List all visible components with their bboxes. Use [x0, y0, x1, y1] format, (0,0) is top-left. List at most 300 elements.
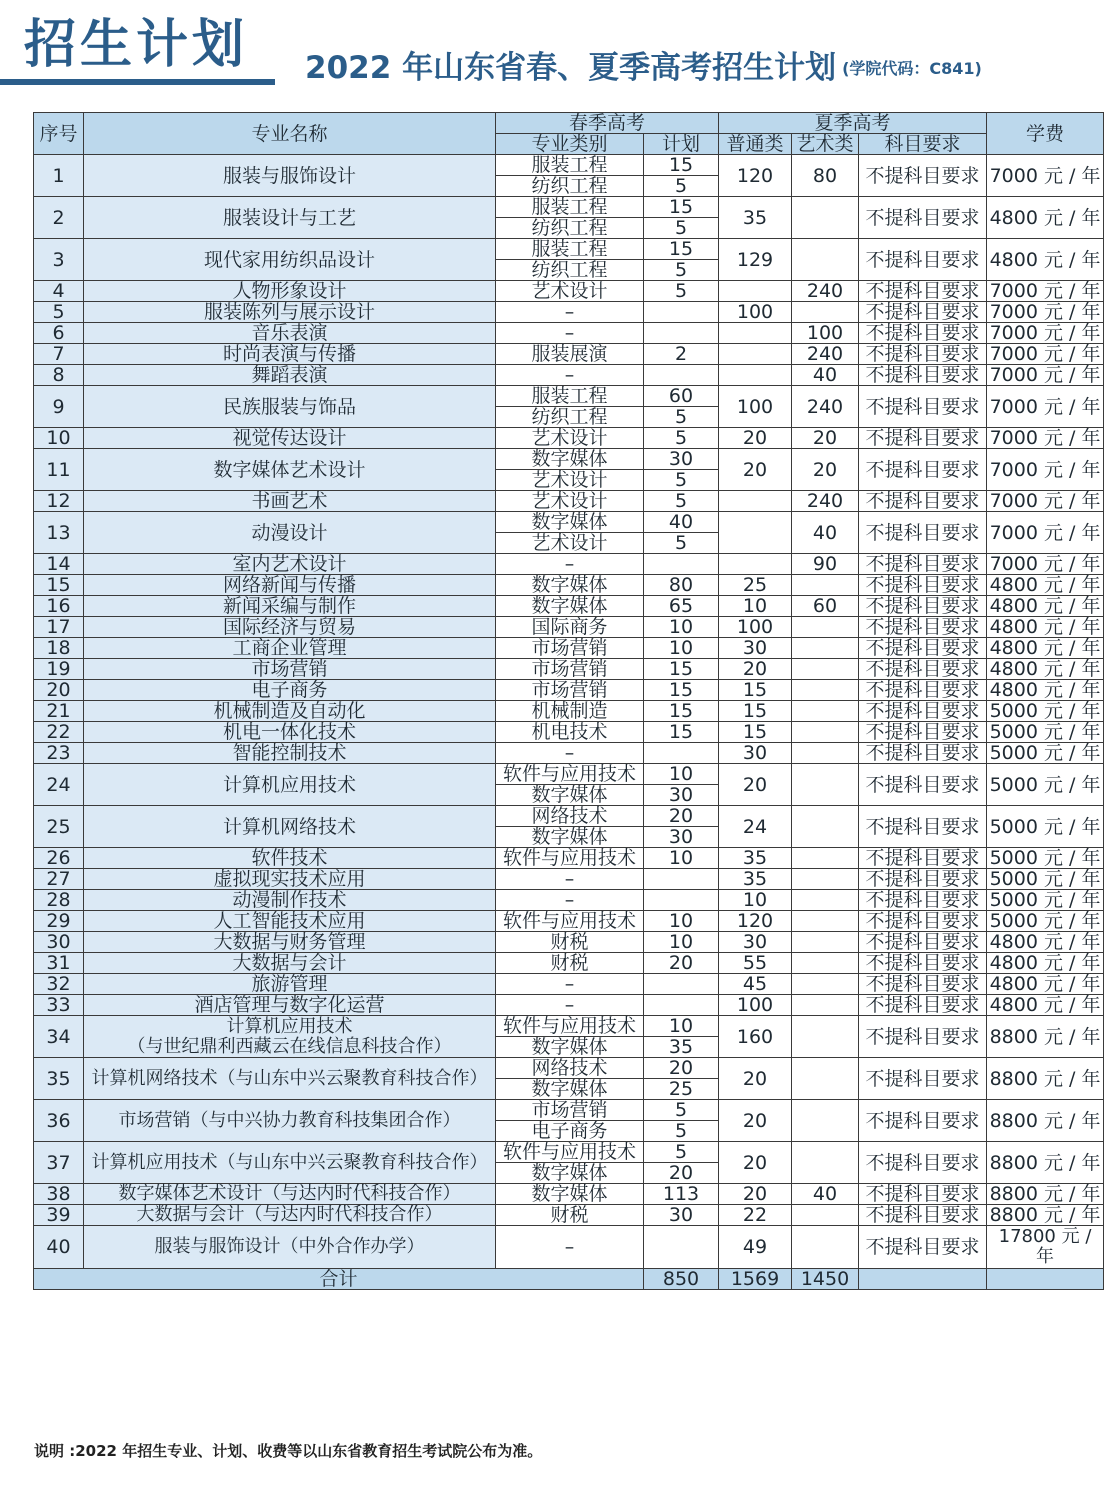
row-art [792, 743, 859, 764]
row-subject: 不提科目要求 [859, 281, 987, 302]
header-summer: 夏季高考 [719, 113, 987, 134]
row-seq: 31 [34, 953, 84, 974]
table-row [34, 869, 1104, 890]
row-spring-plan: 10 [644, 617, 719, 638]
table-row [34, 239, 1104, 260]
row-fee: 4800 元 / 年 [987, 638, 1104, 659]
row-spring-category: 软件与应用技术 [496, 1142, 644, 1163]
row-fee: 17800 元 / 年 [987, 1226, 1104, 1269]
row-spring-category: 机械制造 [496, 701, 644, 722]
table-row [34, 659, 1104, 680]
row-fee: 4800 元 / 年 [987, 659, 1104, 680]
row-fee: 5000 元 / 年 [987, 890, 1104, 911]
row-fee: 4800 元 / 年 [987, 953, 1104, 974]
row-spring-plan: 5 [644, 470, 719, 491]
row-spring-category: 软件与应用技术 [496, 764, 644, 785]
table-row [34, 512, 1104, 533]
row-spring-plan: 25 [644, 1079, 719, 1100]
row-fee: 7000 元 / 年 [987, 428, 1104, 449]
row-seq: 23 [34, 743, 84, 764]
row-fee: 7000 元 / 年 [987, 155, 1104, 197]
row-spring-plan: 15 [644, 197, 719, 218]
row-spring-plan: 10 [644, 932, 719, 953]
row-fee: 7000 元 / 年 [987, 554, 1104, 575]
row-spring-category: 纺织工程 [496, 260, 644, 281]
row-spring-plan [644, 890, 719, 911]
row-general: 10 [719, 596, 792, 617]
row-spring-category: 数字媒体 [496, 512, 644, 533]
row-seq: 24 [34, 764, 84, 806]
table-row [34, 302, 1104, 323]
row-fee: 4800 元 / 年 [987, 239, 1104, 281]
row-spring-category: 服装展演 [496, 344, 644, 365]
header-row-1 [34, 113, 1104, 134]
row-art [792, 869, 859, 890]
row-seq: 25 [34, 806, 84, 848]
row-spring-category: 数字媒体 [496, 596, 644, 617]
row-spring-category: 软件与应用技术 [496, 1016, 644, 1037]
row-seq: 1 [34, 155, 84, 197]
row-spring-plan: 15 [644, 155, 719, 176]
row-fee: 4800 元 / 年 [987, 932, 1104, 953]
row-seq: 5 [34, 302, 84, 323]
row-name: 网络新闻与传播 [84, 575, 496, 596]
row-seq: 39 [34, 1205, 84, 1226]
row-subject: 不提科目要求 [859, 449, 987, 491]
row-spring-category: – [496, 1226, 644, 1269]
row-seq: 26 [34, 848, 84, 869]
row-seq: 2 [34, 197, 84, 239]
row-name: 服装陈列与展示设计 [84, 302, 496, 323]
row-name: 大数据与会计 [84, 953, 496, 974]
row-art [792, 638, 859, 659]
row-spring-plan [644, 323, 719, 344]
row-name: 人工智能技术应用 [84, 911, 496, 932]
row-general: 20 [719, 764, 792, 806]
row-subject: 不提科目要求 [859, 512, 987, 554]
row-spring-category: 国际商务 [496, 617, 644, 638]
table-row [34, 932, 1104, 953]
row-spring-category: – [496, 869, 644, 890]
row-general: 100 [719, 995, 792, 1016]
row-seq: 18 [34, 638, 84, 659]
row-seq: 30 [34, 932, 84, 953]
table-row [34, 680, 1104, 701]
table-row [34, 911, 1104, 932]
row-spring-category: 数字媒体 [496, 1163, 644, 1184]
row-general: 100 [719, 386, 792, 428]
row-name: 市场营销 [84, 659, 496, 680]
header-spring: 春季高考 [496, 113, 719, 134]
table-row [34, 386, 1104, 407]
table-row [34, 1142, 1104, 1163]
row-spring-category: 纺织工程 [496, 218, 644, 239]
row-spring-plan: 5 [644, 1100, 719, 1121]
row-general: 10 [719, 890, 792, 911]
row-fee: 5000 元 / 年 [987, 764, 1104, 806]
row-name: 大数据与会计（与达内时代科技合作） [84, 1205, 496, 1226]
row-subject: 不提科目要求 [859, 365, 987, 386]
row-art [792, 659, 859, 680]
row-art: 90 [792, 554, 859, 575]
row-subject: 不提科目要求 [859, 344, 987, 365]
row-art [792, 1016, 859, 1058]
footnote: 说明 :2022 年招生专业、计划、收费等以山东省教育招生考试院公布为准。 [34, 1442, 543, 1460]
table-row [34, 197, 1104, 218]
row-spring-category: 软件与应用技术 [496, 911, 644, 932]
row-name: 书画艺术 [84, 491, 496, 512]
row-seq: 37 [34, 1142, 84, 1184]
row-general: 30 [719, 743, 792, 764]
row-subject: 不提科目要求 [859, 701, 987, 722]
row-spring-category: 市场营销 [496, 659, 644, 680]
row-spring-category: 财税 [496, 932, 644, 953]
row-name: 室内艺术设计 [84, 554, 496, 575]
row-spring-category: 艺术设计 [496, 491, 644, 512]
row-general: 30 [719, 638, 792, 659]
row-general [719, 323, 792, 344]
row-general: 120 [719, 911, 792, 932]
row-spring-category: 数字媒体 [496, 1079, 644, 1100]
row-name: 软件技术 [84, 848, 496, 869]
row-name: 计算机网络技术（与山东中兴云聚教育科技合作） [84, 1058, 496, 1100]
row-spring-plan [644, 995, 719, 1016]
row-seq: 4 [34, 281, 84, 302]
row-subject: 不提科目要求 [859, 743, 987, 764]
row-spring-category: 数字媒体 [496, 827, 644, 848]
row-general: 20 [719, 1058, 792, 1100]
row-art [792, 617, 859, 638]
row-name: 大数据与财务管理 [84, 932, 496, 953]
table-row [34, 1058, 1104, 1079]
row-subject: 不提科目要求 [859, 1226, 987, 1269]
row-art [792, 1058, 859, 1100]
table-row [34, 638, 1104, 659]
row-name: 人物形象设计 [84, 281, 496, 302]
row-spring-plan [644, 974, 719, 995]
row-general [719, 344, 792, 365]
row-spring-plan: 2 [644, 344, 719, 365]
table-row [34, 1205, 1104, 1226]
row-subject: 不提科目要求 [859, 932, 987, 953]
row-art [792, 848, 859, 869]
row-art: 100 [792, 323, 859, 344]
row-spring-plan: 5 [644, 407, 719, 428]
row-art [792, 701, 859, 722]
row-spring-plan: 15 [644, 701, 719, 722]
row-subject: 不提科目要求 [859, 953, 987, 974]
table-row [34, 722, 1104, 743]
row-art [792, 575, 859, 596]
table-row [34, 449, 1104, 470]
table-row [34, 365, 1104, 386]
row-seq: 35 [34, 1058, 84, 1100]
header-fee: 学费 [987, 113, 1104, 155]
row-seq: 33 [34, 995, 84, 1016]
row-subject: 不提科目要求 [859, 554, 987, 575]
table-row [34, 554, 1104, 575]
row-art [792, 974, 859, 995]
row-subject: 不提科目要求 [859, 1205, 987, 1226]
row-name: 舞蹈表演 [84, 365, 496, 386]
row-seq: 27 [34, 869, 84, 890]
row-seq: 9 [34, 386, 84, 428]
row-fee: 5000 元 / 年 [987, 806, 1104, 848]
row-seq: 10 [34, 428, 84, 449]
table-row [34, 764, 1104, 785]
row-seq: 12 [34, 491, 84, 512]
enrollment-plan-table [33, 112, 1104, 1290]
table-row [34, 1226, 1104, 1269]
row-art [792, 302, 859, 323]
table-row [34, 596, 1104, 617]
row-spring-category: 服装工程 [496, 386, 644, 407]
row-general: 100 [719, 302, 792, 323]
row-subject: 不提科目要求 [859, 1100, 987, 1142]
row-fee: 4800 元 / 年 [987, 197, 1104, 239]
row-name: 机械制造及自动化 [84, 701, 496, 722]
row-art [792, 911, 859, 932]
row-art: 40 [792, 512, 859, 554]
row-general: 160 [719, 1016, 792, 1058]
row-spring-plan: 30 [644, 1205, 719, 1226]
row-subject: 不提科目要求 [859, 617, 987, 638]
row-general: 35 [719, 197, 792, 239]
row-name: 工商企业管理 [84, 638, 496, 659]
row-name: 音乐表演 [84, 323, 496, 344]
row-fee: 7000 元 / 年 [987, 512, 1104, 554]
row-name: 服装与服饰设计 [84, 155, 496, 197]
row-seq: 29 [34, 911, 84, 932]
row-seq: 38 [34, 1184, 84, 1205]
row-seq: 15 [34, 575, 84, 596]
total-plan: 850 [644, 1269, 719, 1290]
table-row [34, 1100, 1104, 1121]
row-seq: 14 [34, 554, 84, 575]
row-subject: 不提科目要求 [859, 302, 987, 323]
table-row [34, 491, 1104, 512]
row-name: 酒店管理与数字化运营 [84, 995, 496, 1016]
row-spring-plan: 40 [644, 512, 719, 533]
row-general [719, 365, 792, 386]
row-seq: 19 [34, 659, 84, 680]
table-row [34, 995, 1104, 1016]
table-row [34, 617, 1104, 638]
table-row [34, 848, 1104, 869]
row-spring-plan: 20 [644, 806, 719, 827]
row-spring-plan: 20 [644, 953, 719, 974]
row-spring-plan: 10 [644, 911, 719, 932]
row-art [792, 239, 859, 281]
row-subject: 不提科目要求 [859, 869, 987, 890]
row-name: 虚拟现实技术应用 [84, 869, 496, 890]
row-subject: 不提科目要求 [859, 323, 987, 344]
row-general: 15 [719, 701, 792, 722]
row-fee: 5000 元 / 年 [987, 743, 1104, 764]
row-fee: 4800 元 / 年 [987, 596, 1104, 617]
row-spring-category: 财税 [496, 1205, 644, 1226]
row-seq: 22 [34, 722, 84, 743]
row-spring-plan: 20 [644, 1163, 719, 1184]
row-general: 20 [719, 449, 792, 491]
table-row [34, 701, 1104, 722]
row-name: 服装与服饰设计（中外合作办学） [84, 1226, 496, 1269]
header-seq: 序号 [34, 113, 84, 155]
row-subject: 不提科目要求 [859, 386, 987, 428]
row-art [792, 722, 859, 743]
row-art: 80 [792, 155, 859, 197]
row-name: 计算机应用技术 （与世纪鼎利西藏云在线信息科技合作） [84, 1016, 496, 1058]
header-subject: 科目要求 [859, 134, 987, 155]
row-spring-plan [644, 1226, 719, 1269]
row-spring-plan [644, 743, 719, 764]
row-spring-category: 纺织工程 [496, 407, 644, 428]
row-spring-category: – [496, 890, 644, 911]
row-spring-category: 艺术设计 [496, 428, 644, 449]
row-spring-plan: 35 [644, 1037, 719, 1058]
row-fee: 5000 元 / 年 [987, 869, 1104, 890]
header-art: 艺术类 [792, 134, 859, 155]
row-spring-plan: 20 [644, 1058, 719, 1079]
row-subject: 不提科目要求 [859, 890, 987, 911]
row-subject: 不提科目要求 [859, 491, 987, 512]
row-name: 数字媒体艺术设计（与达内时代科技合作） [84, 1184, 496, 1205]
row-fee: 5000 元 / 年 [987, 701, 1104, 722]
row-seq: 21 [34, 701, 84, 722]
row-name: 市场营销（与中兴协力教育科技集团合作） [84, 1100, 496, 1142]
row-seq: 16 [34, 596, 84, 617]
row-spring-category: 艺术设计 [496, 470, 644, 491]
row-fee: 8800 元 / 年 [987, 1058, 1104, 1100]
row-spring-plan: 30 [644, 785, 719, 806]
row-subject: 不提科目要求 [859, 974, 987, 995]
row-subject: 不提科目要求 [859, 239, 987, 281]
row-spring-plan [644, 302, 719, 323]
row-name: 智能控制技术 [84, 743, 496, 764]
row-general [719, 554, 792, 575]
row-name: 时尚表演与传播 [84, 344, 496, 365]
row-spring-category: 市场营销 [496, 680, 644, 701]
row-spring-category: – [496, 554, 644, 575]
row-seq: 11 [34, 449, 84, 491]
table-row [34, 743, 1104, 764]
row-spring-category: – [496, 743, 644, 764]
row-subject: 不提科目要求 [859, 680, 987, 701]
row-general: 120 [719, 155, 792, 197]
row-name: 旅游管理 [84, 974, 496, 995]
row-spring-plan: 5 [644, 176, 719, 197]
row-general: 15 [719, 680, 792, 701]
row-name: 现代家用纺织品设计 [84, 239, 496, 281]
row-spring-category: – [496, 365, 644, 386]
row-spring-category: 市场营销 [496, 1100, 644, 1121]
row-art [792, 197, 859, 239]
row-fee: 8800 元 / 年 [987, 1016, 1104, 1058]
row-general: 20 [719, 428, 792, 449]
row-spring-plan: 15 [644, 239, 719, 260]
row-general: 15 [719, 722, 792, 743]
row-fee: 5000 元 / 年 [987, 848, 1104, 869]
row-art [792, 953, 859, 974]
row-fee: 8800 元 / 年 [987, 1100, 1104, 1142]
row-spring-plan: 10 [644, 638, 719, 659]
row-seq: 36 [34, 1100, 84, 1142]
row-art [792, 890, 859, 911]
row-spring-category: 数字媒体 [496, 1184, 644, 1205]
row-fee: 7000 元 / 年 [987, 323, 1104, 344]
row-spring-plan: 5 [644, 260, 719, 281]
table-row [34, 281, 1104, 302]
row-spring-plan: 60 [644, 386, 719, 407]
row-spring-plan [644, 869, 719, 890]
row-spring-category: – [496, 995, 644, 1016]
table-row [34, 428, 1104, 449]
row-spring-plan: 5 [644, 1121, 719, 1142]
row-seq: 13 [34, 512, 84, 554]
title-rule [0, 79, 275, 85]
row-fee: 7000 元 / 年 [987, 344, 1104, 365]
table-row [34, 806, 1104, 827]
row-subject: 不提科目要求 [859, 575, 987, 596]
row-spring-plan: 30 [644, 827, 719, 848]
row-spring-plan: 15 [644, 722, 719, 743]
row-name: 计算机应用技术（与山东中兴云聚教育科技合作） [84, 1142, 496, 1184]
row-general: 100 [719, 617, 792, 638]
section-title: 招生计划 [24, 15, 249, 75]
total-label: 合计 [34, 1269, 644, 1290]
row-spring-plan: 80 [644, 575, 719, 596]
total-row [34, 1269, 1104, 1290]
table-body [34, 155, 1104, 1269]
row-subject: 不提科目要求 [859, 155, 987, 197]
row-general: 45 [719, 974, 792, 995]
row-spring-category: 数字媒体 [496, 449, 644, 470]
row-fee: 7000 元 / 年 [987, 491, 1104, 512]
row-fee: 4800 元 / 年 [987, 575, 1104, 596]
row-art [792, 1205, 859, 1226]
row-subject: 不提科目要求 [859, 659, 987, 680]
row-seq: 8 [34, 365, 84, 386]
row-spring-category: 数字媒体 [496, 1037, 644, 1058]
header-name: 专业名称 [84, 113, 496, 155]
row-art [792, 806, 859, 848]
row-fee: 8800 元 / 年 [987, 1184, 1104, 1205]
row-spring-plan: 10 [644, 848, 719, 869]
row-fee: 8800 元 / 年 [987, 1205, 1104, 1226]
row-subject: 不提科目要求 [859, 995, 987, 1016]
table-row [34, 155, 1104, 176]
row-general: 55 [719, 953, 792, 974]
row-subject: 不提科目要求 [859, 764, 987, 806]
row-art: 240 [792, 344, 859, 365]
row-art [792, 995, 859, 1016]
row-art: 40 [792, 365, 859, 386]
row-spring-plan: 5 [644, 218, 719, 239]
row-seq: 20 [34, 680, 84, 701]
row-spring-category: 纺织工程 [496, 176, 644, 197]
row-seq: 6 [34, 323, 84, 344]
row-subject: 不提科目要求 [859, 638, 987, 659]
row-general: 30 [719, 932, 792, 953]
row-seq: 28 [34, 890, 84, 911]
row-general: 20 [719, 659, 792, 680]
row-subject: 不提科目要求 [859, 1016, 987, 1058]
row-art [792, 1100, 859, 1142]
row-name: 视觉传达设计 [84, 428, 496, 449]
row-fee: 7000 元 / 年 [987, 449, 1104, 491]
row-fee: 4800 元 / 年 [987, 974, 1104, 995]
row-subject: 不提科目要求 [859, 1142, 987, 1184]
